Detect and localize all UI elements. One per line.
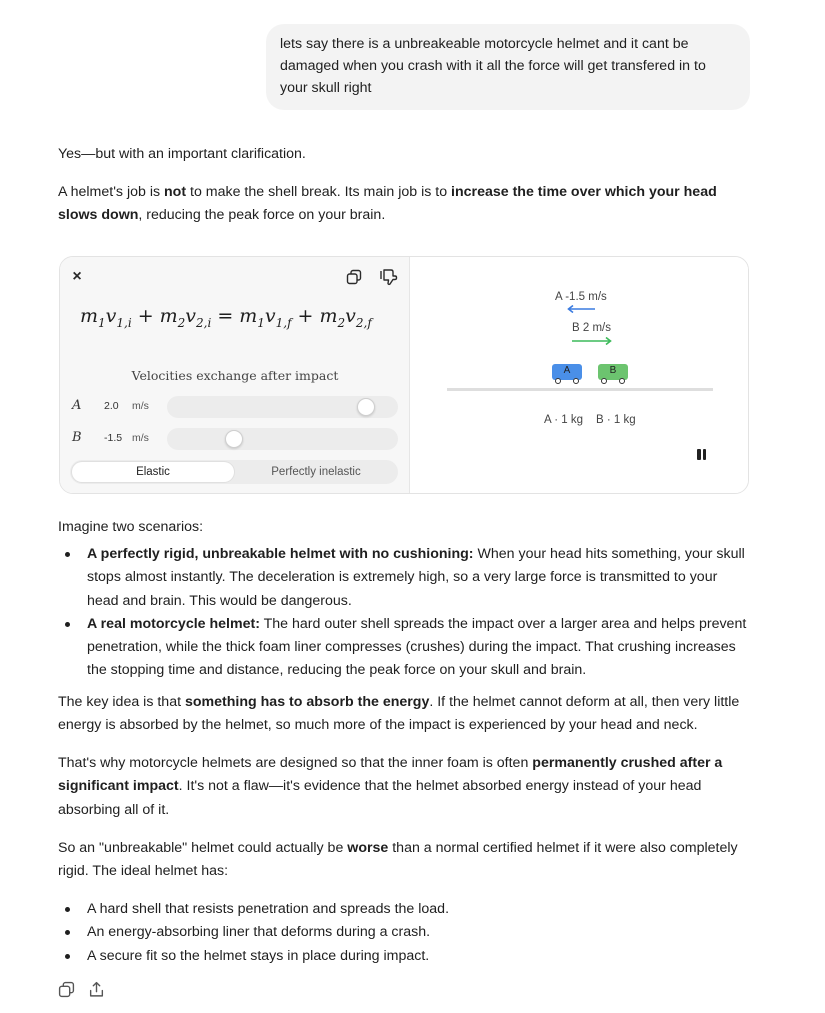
- pause-bar: [697, 449, 701, 460]
- text-span: than a normal certified helmet if it were also completely rigid. The ideal helmet has:: [58, 840, 738, 880]
- scenarios-intro: Imagine two scenarios:: [58, 519, 204, 535]
- velocity-b-slider[interactable]: [167, 428, 398, 450]
- slider-label: A: [72, 398, 82, 413]
- text-span: . If the helmet cannot deform at all, then very little energy is absorbed by the helmet, so much more of the impact is experienced by your head and neck.: [58, 694, 740, 734]
- list-item: An energy-absorbing liner that deforms during a crash.: [58, 921, 752, 944]
- collision-widget: [59, 256, 749, 494]
- cart-b: [598, 364, 628, 380]
- formula-operator: +: [137, 305, 154, 327]
- cart-a-label: A: [563, 365, 571, 376]
- formula-subscript: 1: [257, 315, 265, 330]
- formula-subscript: 2: [177, 315, 186, 330]
- cart-a: [552, 364, 582, 380]
- pause-bar: [703, 449, 707, 460]
- copy-icon[interactable]: [58, 981, 76, 999]
- bold-span: something has to absorb the energy: [184, 694, 430, 710]
- slider-row-a: [70, 396, 400, 418]
- formula-term: m: [80, 305, 99, 327]
- mass-label-a: A · 1 kg: [544, 414, 583, 426]
- slider-value: -1.5: [104, 432, 123, 444]
- widget-controls-panel: [60, 257, 410, 493]
- wheel: [555, 378, 561, 384]
- text-span: . It's not a flaw—it's evidence that the helmet absorbed energy instead of your head absorbing all of it.: [58, 778, 702, 818]
- formula-subscript: 1,f: [275, 315, 292, 330]
- copy-icon[interactable]: [345, 268, 363, 286]
- ideal-helmet-list: [58, 898, 752, 968]
- simulation-panel: [410, 257, 749, 493]
- bold-span: A real motorcycle helmet:: [87, 615, 260, 632]
- close-icon[interactable]: ×: [72, 268, 82, 285]
- arrow-left-icon: [567, 305, 597, 313]
- track-ground: [447, 388, 713, 391]
- assistant-paragraph-3: [58, 752, 752, 822]
- formula-term: v: [345, 305, 356, 327]
- wheel: [573, 378, 579, 384]
- text-span: That's why motorcycle helmets are designed so that the inner foam is often: [58, 755, 533, 771]
- collision-mode-toggle: [70, 460, 398, 484]
- widget-caption: Velocities exchange after impact: [131, 368, 339, 383]
- assistant-paragraph-2: [58, 691, 752, 738]
- bold-span: increase the time over which your head slows down: [58, 184, 717, 224]
- text-span: The key idea is that: [58, 694, 185, 710]
- formula-subscript: 2: [337, 315, 346, 330]
- scenarios-list: [58, 543, 752, 683]
- pause-icon[interactable]: [696, 449, 708, 461]
- assistant-paragraph-4: [58, 837, 752, 884]
- bold-span: not: [164, 184, 187, 200]
- formula-operator: +: [297, 305, 314, 327]
- velocity-label-a: A -1.5 m/s: [555, 291, 607, 303]
- slider-knob[interactable]: [357, 398, 375, 416]
- list-item: [58, 543, 752, 613]
- slider-label: B: [72, 430, 82, 445]
- bold-span: A perfectly rigid, unbreakable helmet with no cushioning:: [87, 546, 474, 562]
- list-item: A secure fit so the helmet stays in place during impact.: [58, 945, 752, 968]
- text-span: So an "unbreakable" helmet could actually be: [58, 840, 348, 856]
- mass-label-b: B · 1 kg: [596, 414, 636, 426]
- user-message-bubble: [266, 24, 750, 110]
- wheel: [619, 378, 625, 384]
- assistant-paragraph-1: [58, 181, 752, 228]
- slider-row-b: [70, 428, 400, 450]
- text-span: When your head hits something, your skull stops almost instantly. The deceleration is extremely high, so a very large force is transmitted to your head and brain. This would be dangerous.: [87, 546, 745, 609]
- text-span: The hard outer shell spreads the impact over a larger area and helps prevent penetration, while the thick foam liner compresses (crushes) during the impact. That crushing increases the stopping time and distance, reducing the peak force on your skull and brain.: [87, 615, 747, 679]
- velocity-label-b: B 2 m/s: [572, 322, 611, 334]
- formula-subscript: 2,i: [196, 315, 212, 330]
- momentum-formula: [80, 305, 372, 330]
- mode-elastic-button[interactable]: Elastic: [72, 462, 234, 482]
- cart-b-label: B: [609, 365, 617, 376]
- list-item: [58, 613, 752, 683]
- user-message-text: lets say there is a unbreakeable motorcycle helmet and it cant be damaged when you crash with it all the force will get transfered in to your skull right: [280, 36, 706, 96]
- formula-term: m: [239, 305, 258, 327]
- formula-operator: =: [217, 305, 234, 327]
- thumbs-down-icon[interactable]: [377, 267, 399, 287]
- formula-subscript: 1: [98, 315, 106, 330]
- text-span: , reducing the peak force on your brain.: [138, 207, 386, 224]
- formula-term: v: [185, 305, 197, 327]
- bold-span: permanently crushed after a significant impact: [58, 755, 723, 795]
- wheel: [601, 378, 607, 384]
- text-span: to make the shell break. Its main job is to: [186, 184, 452, 200]
- formula-subscript: 1,i: [116, 315, 132, 330]
- slider-knob[interactable]: [225, 430, 243, 448]
- formula-subscript: 2,f: [355, 315, 372, 330]
- assistant-intro: Yes—but with an important clarification.: [58, 146, 306, 162]
- bold-span: worse: [347, 840, 389, 856]
- list-item: A hard shell that resists penetration and spreads the load.: [58, 898, 752, 921]
- formula-term: v: [264, 305, 276, 327]
- formula-term: m: [159, 305, 178, 327]
- arrow-right-icon: [571, 337, 613, 345]
- velocity-a-slider[interactable]: [167, 396, 398, 418]
- formula-term: v: [105, 305, 117, 327]
- slider-unit: m/s: [132, 400, 149, 412]
- text-span: A helmet's job is: [58, 184, 165, 200]
- formula-term: m: [319, 305, 338, 327]
- share-icon[interactable]: [88, 981, 106, 999]
- slider-unit: m/s: [132, 432, 149, 444]
- mode-inelastic-button[interactable]: Perfectly inelastic: [271, 466, 361, 478]
- slider-value: 2.0: [104, 400, 119, 412]
